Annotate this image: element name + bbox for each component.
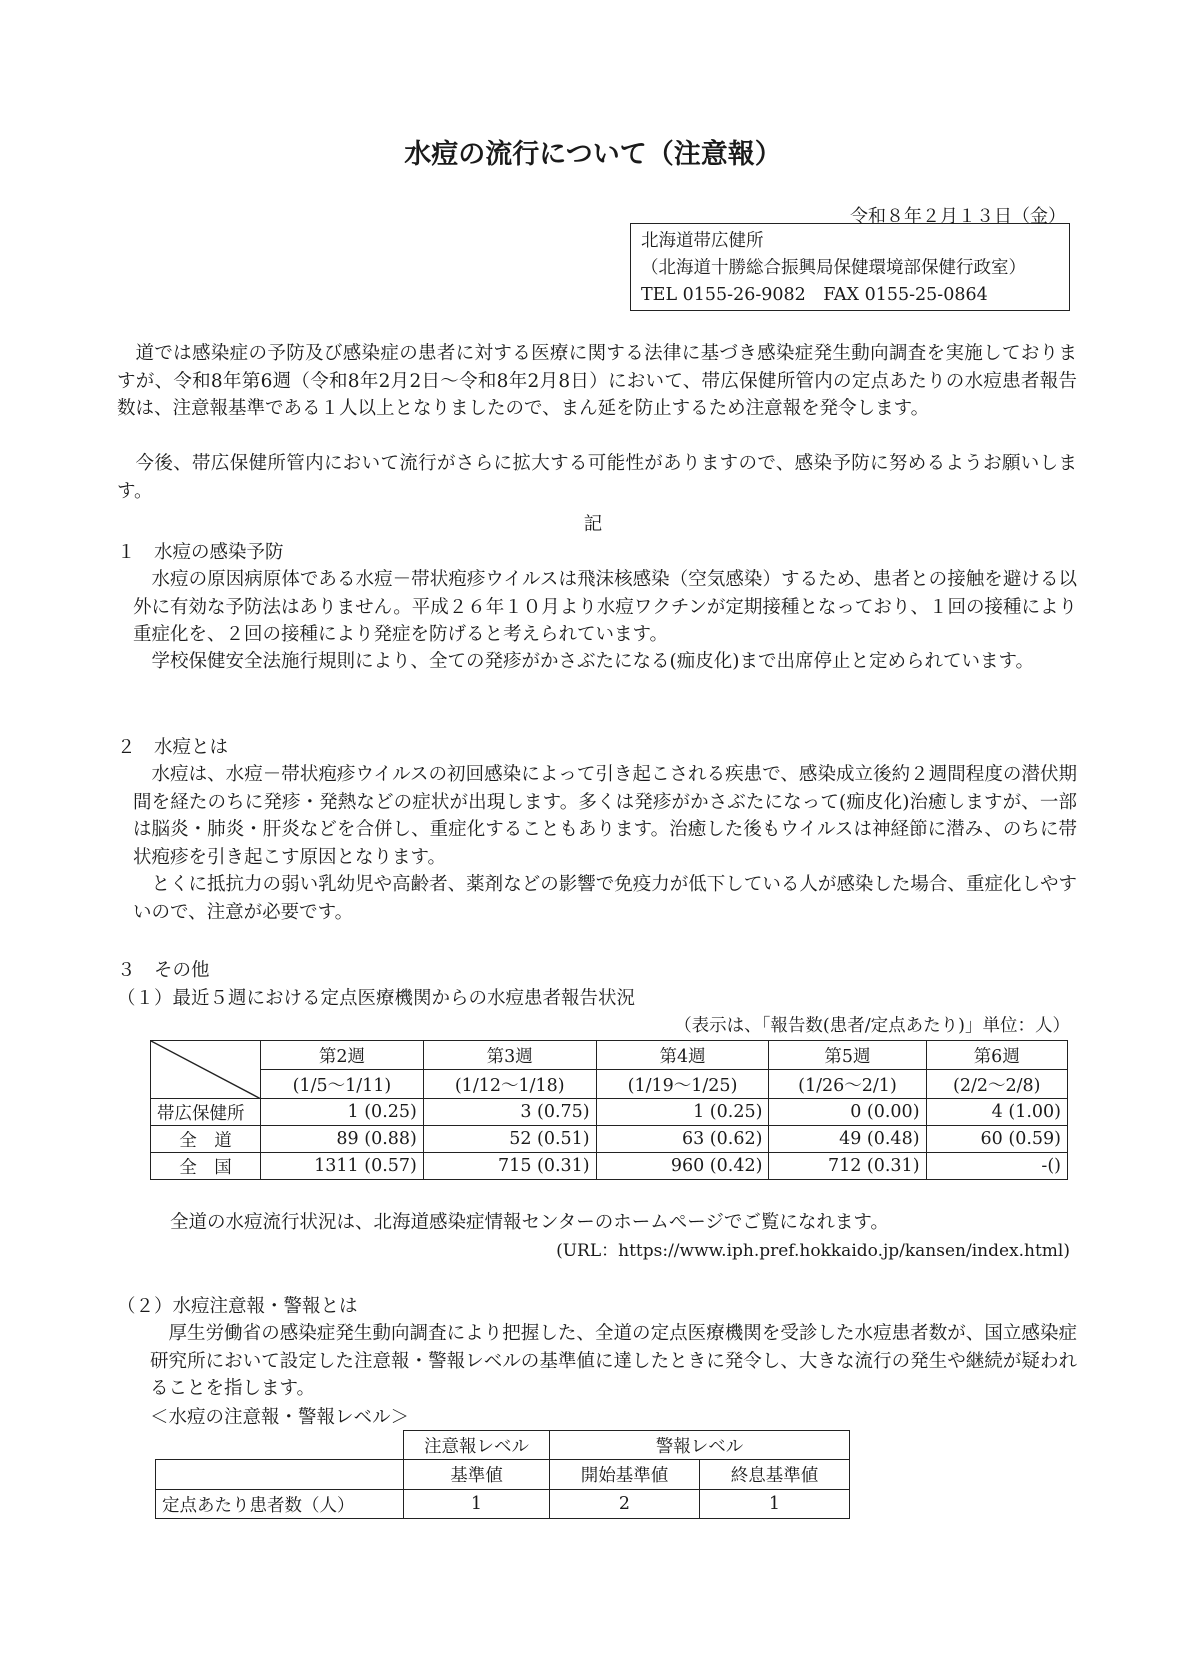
row-label: 全 国 [151,1153,261,1180]
table-cell: 89 (0.88) [261,1126,424,1153]
end-criterion-header: 終息基準値 [700,1460,850,1490]
alert-level-header: 注意報レベル [404,1431,550,1460]
intro-paragraph-2: 今後、帯広保健所管内において流行がさらに拡大する可能性がありますので、感染予防に努めるようお願いします。 [117,453,1077,502]
table-cell: 712 (0.31) [769,1153,926,1180]
section-3-sub1: （１）最近５週における定点医療機関からの水痘患者報告状況 [117,988,636,1009]
week-label: 第3週 [423,1041,596,1070]
table-cell: 49 (0.48) [769,1126,926,1153]
empty-cell [156,1460,404,1490]
criterion-header: 基準値 [404,1460,550,1490]
section-3-sub2: （２）水痘注意報・警報とは [117,1296,358,1317]
table-row [151,1153,1068,1180]
table-cell: -() [926,1153,1067,1180]
sender-box [630,223,1070,311]
week-label: 第6週 [926,1041,1067,1070]
row-label: 帯広保健所 [151,1099,261,1126]
info-url: (URL：https://www.iph.pref.hokkaido.jp/kansen/index.html) [556,1241,1070,1261]
table-cell: 715 (0.31) [423,1153,596,1180]
section-1-paragraph-2: 学校保健安全法施行規則により、全ての発疹がかさぶたになる(痂皮化)まで出席停止と定められています。 [151,651,1034,672]
table-cell: 0 (0.00) [769,1099,926,1126]
sender-dept: （北海道十勝総合振興局保健環境部保健行政室） [641,258,1026,278]
start-criterion-header: 開始基準値 [550,1460,700,1490]
sender-contact: TEL 0155-26-9082 FAX 0155-25-0864 [641,285,988,305]
table-cell: 1311 (0.57) [261,1153,424,1180]
table-cell: 63 (0.62) [596,1126,769,1153]
after-table-text: 全道の水痘流行状況は、北海道感染症情報センターのホームページでご覧になれます。 [170,1212,889,1233]
table-cell: 1 (0.25) [596,1099,769,1126]
section-2-heading: ２ 水痘とは [117,737,229,758]
table-header-row [151,1041,1068,1070]
table-cell: 4 (1.00) [926,1099,1067,1126]
row-label: 定点あたり患者数（人） [156,1490,404,1519]
table-header-row [156,1431,850,1460]
week-label: 第5週 [769,1041,926,1070]
diagonal-corner-cell [151,1041,261,1099]
ki-heading: 記 [583,514,603,535]
table-row [151,1099,1068,1126]
table-cell: 2 [550,1490,700,1519]
section-2-paragraph-2: とくに抵抗力の弱い乳幼児や高齢者、薬剤などの影響で免疫力が低下している人が感染した場合、重症化しやすいので、注意が必要です。 [133,874,1077,923]
warning-level-header: 警報レベル [550,1431,850,1460]
week-range: (1/5～1/11) [261,1070,424,1099]
table-row [151,1126,1068,1153]
level-table [155,1430,850,1519]
row-label: 全 道 [151,1126,261,1153]
empty-cell [156,1431,404,1460]
table-row [156,1490,850,1519]
issue-date: 令和８年２月１３日（金） [850,206,1066,227]
table-cell: 1 [404,1490,550,1519]
week-label: 第2週 [261,1041,424,1070]
table1-note: （表示は、「報告数(患者/定点あたり)」単位：人） [674,1016,1070,1036]
week-label: 第4週 [596,1041,769,1070]
diagonal-line [151,1041,261,1099]
week-range: (1/26～2/1) [769,1070,926,1099]
table-cell: 52 (0.51) [423,1126,596,1153]
sender-org: 北海道帯広健所 [641,231,764,251]
section-1-heading: １ 水痘の感染予防 [117,542,284,563]
section-1-paragraph-1: 水痘の原因病原体である水痘－帯状疱疹ウイルスは飛沫核感染（空気感染）するため、患者との接触を避ける以外に有効な予防法はありません。平成２６年１０月より水痘ワクチンが定期接種となっており、１回の接種により重症化を、２回の接種により発症を防げると考えられています。 [133,569,1077,645]
table-cell: 1 (0.25) [261,1099,424,1126]
table-cell: 1 [700,1490,850,1519]
table-header-row [156,1460,850,1490]
week-range: (1/19～1/25) [596,1070,769,1099]
table-cell: 3 (0.75) [423,1099,596,1126]
week-range: (2/2～2/8) [926,1070,1067,1099]
table-cell: 60 (0.59) [926,1126,1067,1153]
page-title: 水痘の流行について（注意報） [404,139,782,170]
week-range: (1/12～1/18) [423,1070,596,1099]
table-header-row [151,1070,1068,1099]
table-cell: 960 (0.42) [596,1153,769,1180]
sub2-paragraph: 厚生労働省の感染症発生動向調査により把握した、全道の定点医療機関を受診した水痘患者数が、国立感染症研究所において設定した注意報・警報レベルの基準値に達したときに発令し、大きな流行の発生や継続が疑われることを指します。 [150,1323,1077,1399]
report-table [150,1040,1068,1180]
table2-caption: ＜水痘の注意報・警報レベル＞ [150,1407,410,1428]
intro-paragraph-1: 道では感染症の予防及び感染症の患者に対する医療に関する法律に基づき感染症発生動向調査を実施しておりますが、令和8年第6週（令和8年2月2日～令和8年2月8日）において、帯広保健所管内の定点あたりの水痘患者報告数は、注意報基準である１人以上となりましたので、まん延を防止するため注意報を発令します。 [117,343,1077,419]
section-2-paragraph-1: 水痘は、水痘－帯状疱疹ウイルスの初回感染によって引き起こされる疾患で、感染成立後約２週間程度の潜伏期間を経たのちに発疹・発熱などの症状が出現します。多くは発疹がかさぶたになって(痂皮化)治癒しますが、一部は脳炎・肺炎・肝炎などを合併し、重症化することもあります。治癒した後もウイルスは神経節に潜み、のちに帯状疱疹を引き起こす原因となります。 [133,764,1077,868]
section-3-heading: ３ その他 [117,960,210,981]
